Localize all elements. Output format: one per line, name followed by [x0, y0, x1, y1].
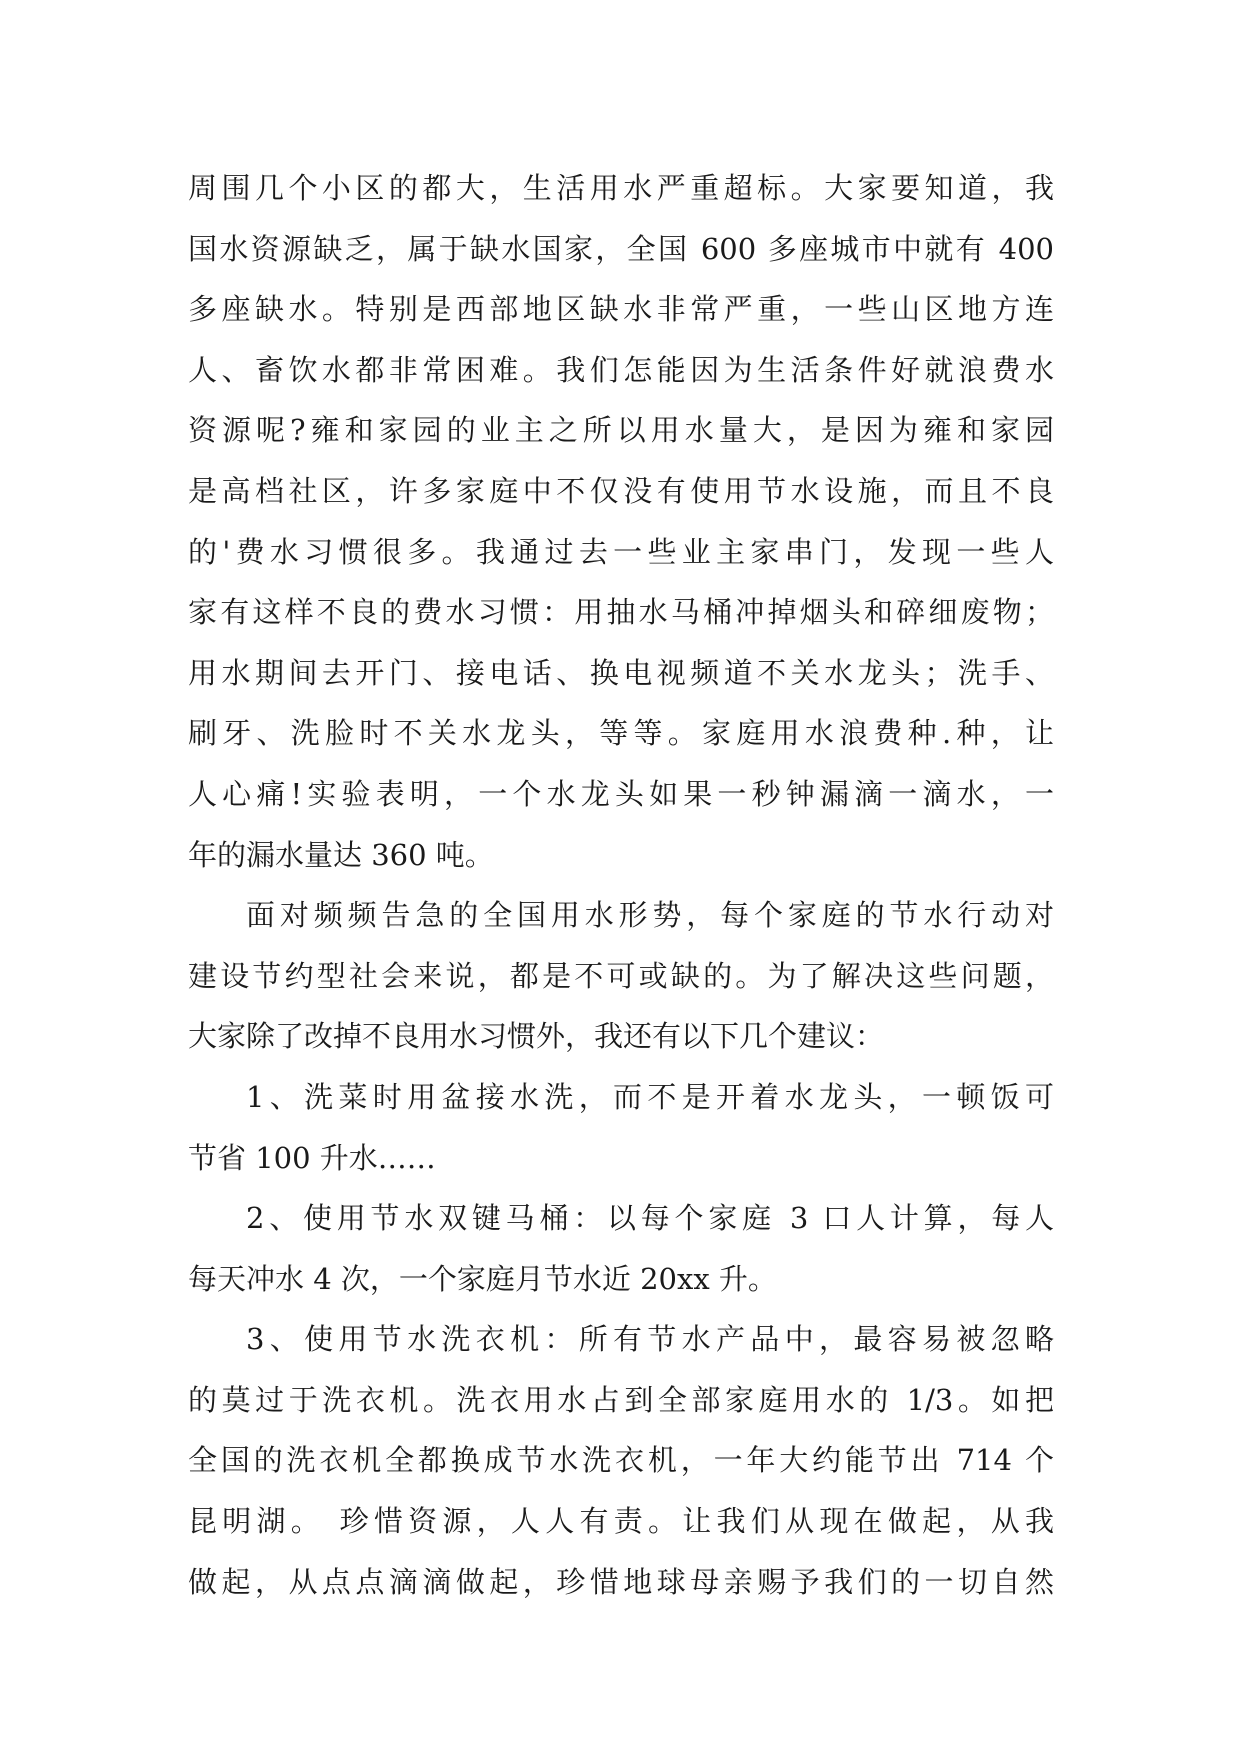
paragraph-1-line-9: 用水期间去开门、接电话、换电视频道不关水龙头；洗手、 [188, 655, 1054, 690]
paragraph-1-line-2: 国水资源缺乏，属于缺水国家，全国 600 多座城市中就有 400 [188, 231, 1054, 266]
suggestion-1-line-2: 节省 100 升水…… [188, 1140, 436, 1175]
paragraph-1-line-11: 人心痛!实验表明，一个水龙头如果一秒钟漏滴一滴水，一 [188, 776, 1054, 811]
paragraph-1-line-1: 周围几个小区的都大，生活用水严重超标。大家要知道，我 [188, 171, 1054, 205]
paragraph-1-line-10: 刷牙、洗脸时不关水龙头，等等。家庭用水浪费种.种，让 [188, 716, 1054, 751]
paragraph-2-line-1: 面对频频告急的全国用水形势，每个家庭的节水行动对 [246, 898, 1054, 933]
suggestion-3-line-3: 全国的洗衣机全都换成节水洗衣机，一年大约能节出 714 个 [188, 1443, 1054, 1478]
paragraph-1-line-8: 家有这样不良的费水习惯：用抽水马桶冲掉烟头和碎细废物； [188, 595, 1054, 630]
suggestion-1-line-1: 1、洗菜时用盆接水洗，而不是开着水龙头，一顿饭可 [246, 1079, 1054, 1114]
suggestion-2-line-2: 每天冲水 4 次，一个家庭月节水近 20xx 升。 [188, 1261, 777, 1296]
paragraph-2-line-3: 大家除了改掉不良用水习惯外，我还有以下几个建议： [188, 1019, 885, 1054]
suggestion-3-line-2: 的莫过于洗衣机。洗衣用水占到全部家庭用水的 1/3。如把 [188, 1382, 1054, 1417]
paragraph-2-line-2: 建设节约型社会来说，都是不可或缺的。为了解决这些问题， [188, 958, 1054, 993]
paragraph-1-line-6: 是高档社区，许多家庭中不仅没有使用节水设施，而且不良 [188, 473, 1054, 508]
suggestion-2-line-1: 2、使用节水双键马桶：以每个家庭 3 口人计算，每人 [246, 1201, 1054, 1236]
body-text [188, 158, 1054, 1612]
paragraph-1-line-3: 多座缺水。特别是西部地区缺水非常严重，一些山区地方连 [188, 292, 1054, 327]
paragraph-1-line-5: 资源呢?雍和家园的业主之所以用水量大，是因为雍和家园 [188, 413, 1054, 448]
paragraph-1-line-12: 年的漏水量达 360 吨。 [188, 837, 494, 872]
paragraph-1-line-4: 人、畜饮水都非常困难。我们怎能因为生活条件好就浪费水 [188, 352, 1054, 387]
paragraph-1-line-7: 的'费水习惯很多。我通过去一些业主家串门，发现一些人 [188, 534, 1054, 569]
suggestion-3-line-4: 昆明湖。 珍惜资源，人人有责。让我们从现在做起，从我 [188, 1504, 1054, 1539]
suggestion-3-line-5: 做起，从点点滴滴做起，珍惜地球母亲赐予我们的一切自然 [188, 1564, 1054, 1599]
suggestion-3-line-1: 3、使用节水洗衣机：所有节水产品中，最容易被忽略 [246, 1322, 1054, 1357]
